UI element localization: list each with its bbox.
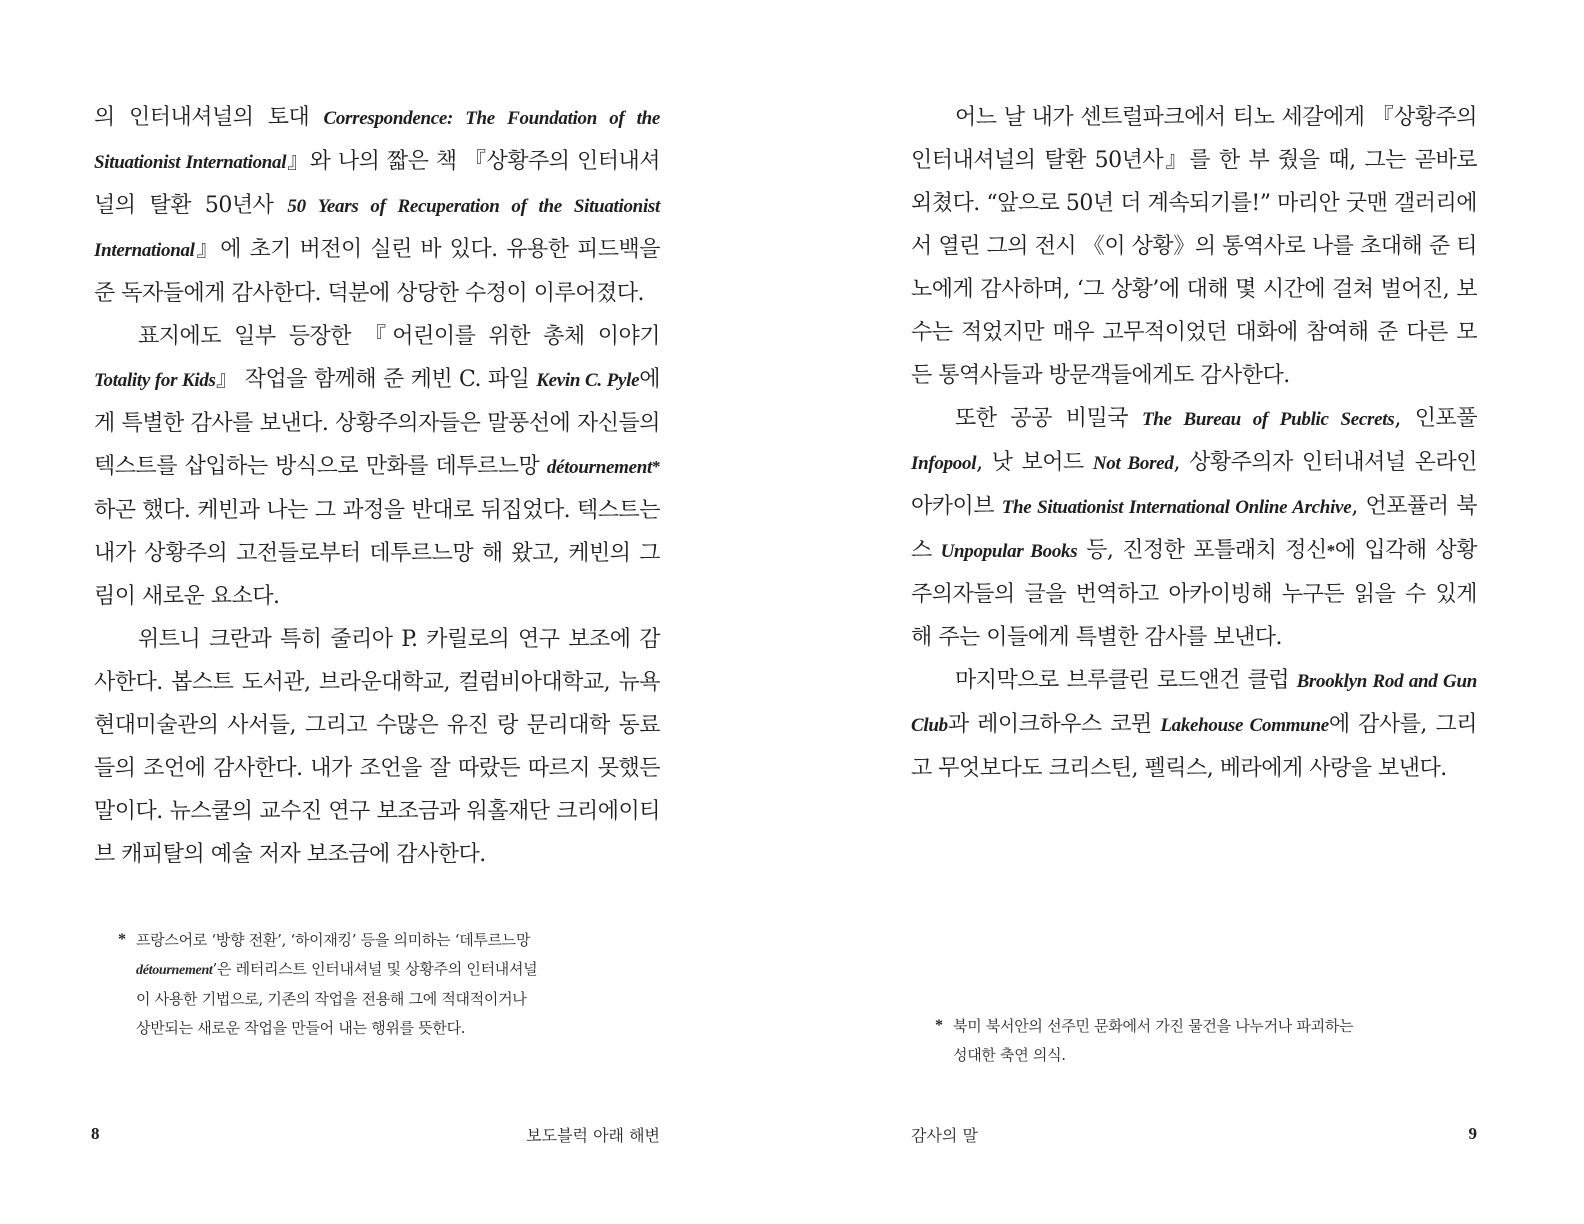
text-run: 또한 공공 비밀국 xyxy=(955,406,1142,431)
text-run: 의 인터내셔널의 토대 xyxy=(94,105,324,130)
footnote xyxy=(935,1012,1355,1069)
text-run: 표지에도 일부 등장한 『어린이를 위한 총체 이야기 xyxy=(138,324,660,349)
text-run: 』와 나의 짧은 책 『상황주의 인터내셔널의 탈환 50년사 xyxy=(94,149,660,218)
latin-term: 50 Years of Recuperation of the Situationist International xyxy=(94,196,660,261)
text-run: , 언포퓰러 북스 xyxy=(911,494,1477,563)
text-run: ’은 레터리스트 인터내셔널 및 상황주의 인터내셔널이 사용한 기법으로, 기존의 작업을 전용해 그에 적대적이거나 상반되는 새로운 작업을 만들어 내는 행위를 뜻한다. xyxy=(136,959,538,1037)
text-run: , 상황주의자 인터내셔널 온라인 아카이브 xyxy=(911,450,1478,519)
text-run: 』에 초기 버전이 실린 바 있다. 유용한 피드백을 준 독자들에게 감사한다. 덕분에 상당한 수정이 이루어졌다. xyxy=(94,237,660,306)
body-text xyxy=(94,96,660,876)
footnote-text xyxy=(953,1012,1355,1069)
text-run: 북미 북서안의 선주민 문화에서 가진 물건을 나누거나 파괴하는 성대한 축연 의식. xyxy=(953,1017,1354,1064)
running-title: 보도블럭 아래 해변 xyxy=(526,1126,660,1145)
latin-term: The Situationist International Online Archive xyxy=(1001,497,1352,518)
paragraph xyxy=(94,618,660,876)
text-run: , 낫 보어드 xyxy=(976,450,1093,475)
text-run: 』 작업을 함께해 준 케빈 C. 파일 xyxy=(215,367,537,392)
latin-term: détournement xyxy=(546,457,652,478)
latin-term: The Bureau of Public Secrets xyxy=(1141,409,1395,430)
text-run: 하곤 했다. 케빈과 나는 그 과정을 반대로 뒤집었다. 텍스트는 내가 상황주의 고전들로부터 데투르느망 해 왔고, 케빈의 그림이 새로운 요소다. xyxy=(94,498,660,609)
latin-term: Kevin C. Pyle xyxy=(536,370,640,391)
latin-term: Unpopular Books xyxy=(940,541,1078,562)
text-run: 위트니 크란과 특히 줄리아 P. 카릴로의 연구 보조에 감사한다. 봅스트 도서관, 브라운대학교, 컬럼비아대학교, 뉴욕 현대미술관의 사서들, 그리고 수많은 유진 랑 문리대학 동료들의 조언에 감사한다. 내가 조언을 잘 따랐든 따르지 못했든 말이다. 뉴스쿨의 교수진 연구 보조금과 워홀재단 크리에이티브 캐피탈의 예술 저자 보조금에 감사한다. xyxy=(94,627,660,867)
footnote-text xyxy=(136,926,538,1042)
latin-term: Not Bored xyxy=(1092,453,1174,474)
text-run: 등, 진정한 포틀래치 정신 xyxy=(1077,538,1327,563)
latin-term: Lakehouse Commune xyxy=(1160,715,1329,736)
page-number: 8 xyxy=(91,1124,100,1143)
paragraph xyxy=(94,96,660,315)
latin-term: Totality for Kids xyxy=(94,370,216,391)
footnote-marker: * xyxy=(935,1017,943,1034)
footnote xyxy=(118,926,538,1042)
footnote-reference: * xyxy=(652,457,660,476)
latin-term: Correspondence: The Foundation of the Situationist International xyxy=(94,108,661,173)
text-run: , 인포풀 xyxy=(1394,406,1478,431)
paragraph xyxy=(911,96,1477,397)
text-run: 에 입각해 상황주의자들의 글을 번역하고 아카이빙해 누구든 읽을 수 있게 해 주는 이들에게 특별한 감사를 보낸다. xyxy=(911,538,1477,650)
text-run: 과 레이크하우스 코뮌 xyxy=(947,712,1161,737)
text-run: 프랑스어로 ‘방향 전환’, ‘하이재킹’ 등을 의미하는 ‘데투르느망 xyxy=(136,931,531,949)
latin-term: Brooklyn Rod and Gun Club xyxy=(911,671,1477,736)
running-title: 감사의 말 xyxy=(911,1126,978,1145)
page-number: 9 xyxy=(1468,1124,1477,1143)
paragraph xyxy=(94,315,660,618)
text-run: 마지막으로 브루클린 로드앤건 클럽 xyxy=(955,668,1297,693)
paragraph xyxy=(911,659,1477,790)
body-text xyxy=(911,96,1477,790)
latin-term: Infopool xyxy=(911,453,977,474)
latin-term: détournement xyxy=(136,962,213,978)
paragraph xyxy=(911,397,1477,659)
text-run: 에 감사를, 그리고 무엇보다도 크리스틴, 펠릭스, 베라에게 사랑을 보낸다. xyxy=(911,712,1477,781)
text-run: 에게 특별한 감사를 보낸다. 상황주의자들은 말풍선에 자신들의 텍스트를 삽입하는 방식으로 만화를 데투르느망 xyxy=(94,367,660,479)
text-run: 어느 날 내가 센트럴파크에서 티노 세갈에게 『상황주의 인터내셔널의 탈환 50년사』를 한 부 줬을 때, 그는 곧바로 외쳤다. “앞으로 50년 더 계속되기를!” 마리안 굿맨 갤러리에서 열린 그의 전시 《이 상황》의 통역사로 나를 초대해 준 티노에게 감사하며, ‘그 상황’에 대해 몇 시간에 걸쳐 벌어진, 보수는 적었지만 매우 고무적이었던 대화에 참여해 준 다른 모든 통역사들과 방문객들에게도 감사한다. xyxy=(911,105,1477,388)
footnote-reference: * xyxy=(1326,541,1335,560)
footnote-marker: * xyxy=(118,931,126,948)
right-page xyxy=(792,0,1584,1224)
